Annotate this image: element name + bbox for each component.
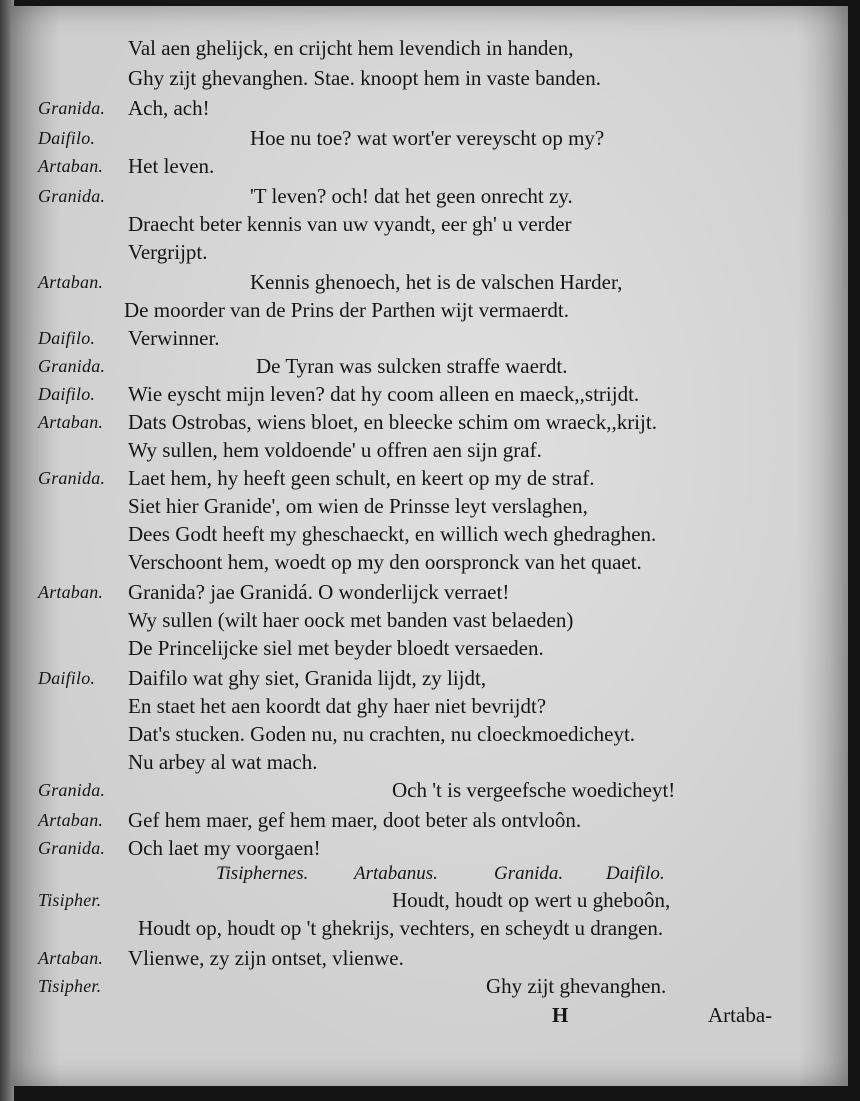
- speaker-name: Artaban.: [38, 412, 104, 432]
- verse-line: [10, 634, 848, 662]
- cast-name: Granida.: [494, 863, 564, 884]
- speaker-name: Artaban.: [38, 948, 104, 968]
- cast-name: Artabanus.: [354, 863, 438, 884]
- verse-text: Daifilo wat ghy siet, Granida lijdt, zy lijdt,: [128, 666, 487, 690]
- verse-line: [10, 34, 848, 62]
- verse-line: [10, 182, 848, 210]
- verse-text: 'T leven? och! dat het geen onrecht zy.: [250, 184, 573, 208]
- verse-line: [10, 776, 848, 804]
- page-footer: [10, 1000, 848, 1030]
- verse-line: [10, 152, 848, 180]
- verse-text: De moorder van de Prins der Parthen wijt vermaerdt.: [124, 298, 569, 322]
- verse-line: [10, 380, 848, 408]
- verse-text: Verschoont hem, woedt op my den oorspronck van het quaet.: [128, 550, 642, 574]
- verse-line: [10, 606, 848, 634]
- verse-text: Vergrijpt.: [128, 240, 208, 264]
- verse-line: [10, 834, 848, 862]
- verse-line: [10, 548, 848, 576]
- verse-text: Houdt, houdt op wert u gheboôn,: [392, 888, 671, 912]
- verse-text: Vlienwe, zy zijn ontset, vlienwe.: [128, 946, 404, 970]
- verse-text: Wy sullen (wilt haer oock met banden vast belaeden): [128, 608, 574, 632]
- signature-mark: H: [552, 1003, 569, 1027]
- verse-line: [10, 436, 848, 464]
- verse-line: [10, 720, 848, 748]
- speaker-name: Artaban.: [38, 156, 104, 176]
- verse-line: [10, 664, 848, 692]
- speaker-name: Tisipher.: [38, 976, 102, 996]
- verse-text: Siet hier Granide', om wien de Prinsse leyt verslaghen,: [128, 494, 588, 518]
- speaker-name: Artaban.: [38, 272, 104, 292]
- verse-line: [10, 94, 848, 122]
- speaker-name: Granida.: [38, 356, 106, 376]
- verse-line: [10, 886, 848, 914]
- verse-text: Ghy zijt ghevanghen. Stae. knoopt hem in vaste banden.: [128, 66, 601, 90]
- catchword: Artaba-: [708, 1003, 773, 1027]
- speaker-name: Daifilo.: [38, 128, 96, 148]
- verse-line: [10, 210, 848, 238]
- verse-text: Laet hem, hy heeft geen schult, en keert op my de straf.: [128, 466, 595, 490]
- verse-text: Draecht beter kennis van uw vyandt, eer gh' u verder: [128, 212, 572, 236]
- speaker-name: Granida.: [38, 838, 106, 858]
- verse-line: [10, 972, 848, 1000]
- verse-text: Houdt op, houdt op 't ghekrijs, vechters, en scheydt u drangen.: [138, 916, 664, 940]
- verse-line: [10, 64, 848, 92]
- verse-line: [10, 492, 848, 520]
- cast-name: Tisiphernes.: [216, 863, 309, 884]
- verse-line: [10, 324, 848, 352]
- speaker-name: Granida.: [38, 468, 106, 488]
- verse-text: Och laet my voorgaen!: [128, 836, 321, 860]
- verse-line: [10, 124, 848, 152]
- book-page: [10, 6, 848, 1086]
- verse-text: Wy sullen, hem voldoende' u offren aen sijn graf.: [128, 438, 542, 462]
- speaker-name: Artaban.: [38, 582, 104, 602]
- speaker-name: Daifilo.: [38, 384, 96, 404]
- speaker-name: Granida.: [38, 98, 106, 118]
- verse-line: [10, 238, 848, 266]
- verse-line: [10, 692, 848, 720]
- verse-text: Granida? jae Granidá. O wonderlijck verraet!: [128, 580, 510, 604]
- cast-name: Daifilo.: [606, 863, 665, 884]
- verse-text: Dats Ostrobas, wiens bloet, en bleecke schim om wraeck,,krijt.: [128, 410, 657, 434]
- verse-line: [10, 806, 848, 834]
- verse-line: [10, 944, 848, 972]
- verse-text: Kennis ghenoech, het is de valschen Harder,: [250, 270, 623, 294]
- verse-line: [10, 748, 848, 776]
- verse-text: Wie eyscht mijn leven? dat hy coom alleen en maeck,,strijdt.: [128, 382, 640, 406]
- verse-text: Nu arbey al wat mach.: [128, 750, 318, 774]
- verse-text: Gef hem maer, gef hem maer, doot beter als ontvloôn.: [128, 808, 582, 832]
- speaker-name: Daifilo.: [38, 328, 96, 348]
- speaker-name: Artaban.: [38, 810, 104, 830]
- speaker-name: Daifilo.: [38, 668, 96, 688]
- verse-text: En staet het aen koordt dat ghy haer niet bevrijdt?: [128, 694, 547, 718]
- verse-line: [10, 408, 848, 436]
- speaker-name: Granida.: [38, 780, 106, 800]
- verse-text: Het leven.: [128, 154, 215, 178]
- verse-line: [10, 578, 848, 606]
- verse-line: [10, 914, 848, 942]
- verse-text: De Tyran was sulcken straffe waerdt.: [256, 354, 568, 378]
- verse-text: Ach, ach!: [128, 96, 210, 120]
- verse-line: [10, 520, 848, 548]
- verse-text: De Princelijcke siel met beyder bloedt versaeden.: [128, 636, 544, 660]
- verse-text: Verwinner.: [128, 326, 220, 350]
- verse-text: Val aen ghelijck, en crijcht hem levendich in handen,: [128, 36, 574, 60]
- verse-text: Dees Godt heeft my gheschaeckt, en willich wech ghedraghen.: [128, 522, 657, 546]
- cast-list: [10, 860, 848, 888]
- speaker-name: Granida.: [38, 186, 106, 206]
- verse-text: Och 't is vergeefsche woedicheyt!: [392, 778, 676, 802]
- verse-line: [10, 296, 848, 324]
- verse-line: [10, 464, 848, 492]
- verse-text: Dat's stucken. Goden nu, nu crachten, nu cloeckmoedicheyt.: [128, 722, 636, 746]
- verse-text: Hoe nu toe? wat wort'er vereyscht op my?: [250, 126, 605, 150]
- verse-text: Ghy zijt ghevanghen.: [486, 974, 667, 998]
- speaker-name: Tisipher.: [38, 890, 102, 910]
- verse-line: [10, 268, 848, 296]
- verse-line: [10, 352, 848, 380]
